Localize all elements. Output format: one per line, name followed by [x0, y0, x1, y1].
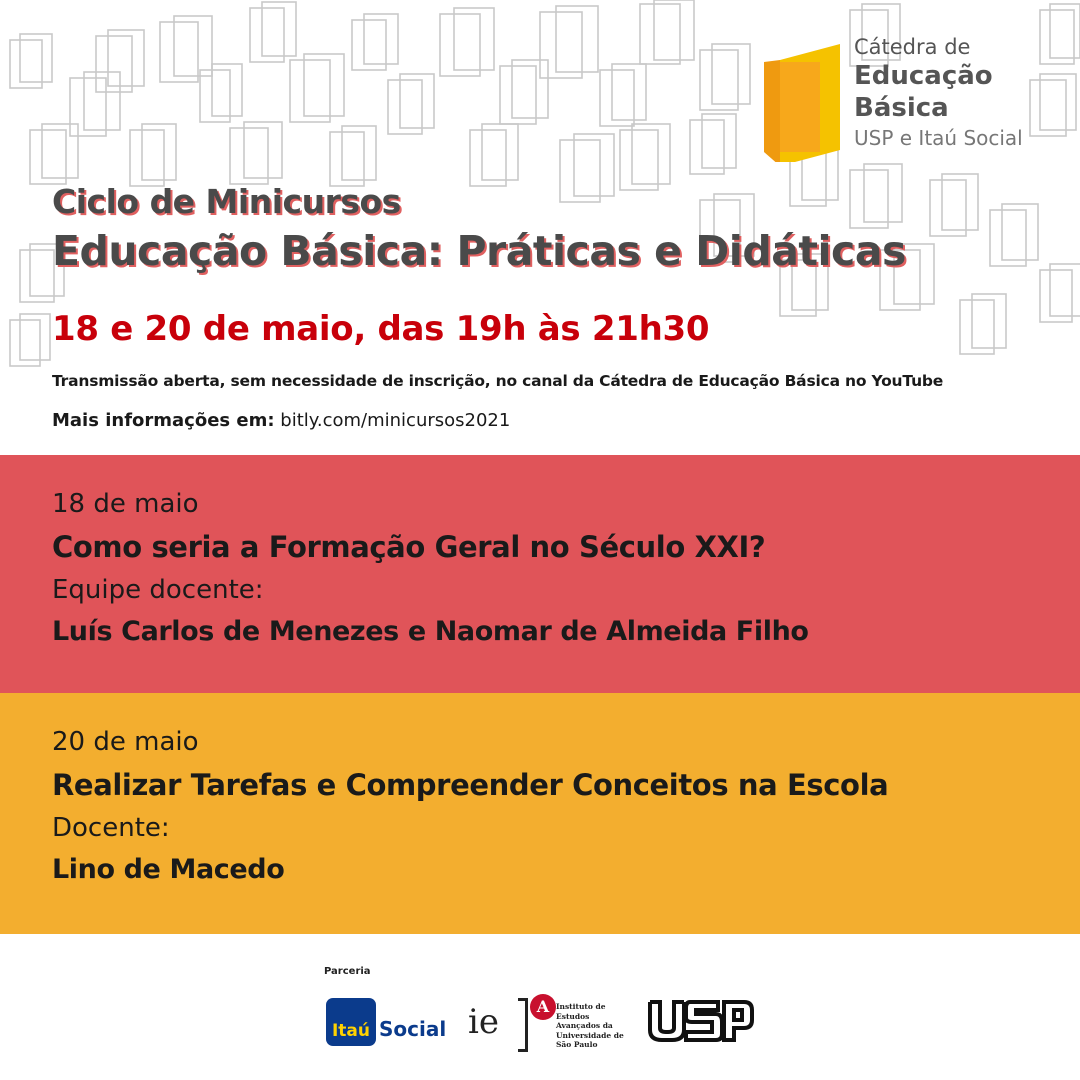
series-title: Ciclo de Minicursos	[52, 182, 401, 221]
catedra-logo	[762, 32, 1052, 172]
session-course-title: Realizar Tarefas e Compreender Conceitos na Escola	[52, 768, 889, 802]
session-team: Lino de Macedo	[52, 854, 285, 885]
cube-shape	[10, 34, 52, 88]
logo-line-educacao: Educação	[854, 61, 993, 91]
cube-shape	[160, 16, 212, 82]
transmission-note: Transmissão aberta, sem necessidade de inscrição, no canal da Cátedra de Educação Básica no YouTube	[52, 372, 944, 390]
cube-shape	[990, 204, 1038, 266]
cube-shape	[250, 2, 296, 62]
cube-shape	[690, 114, 736, 174]
cube-shape	[200, 64, 242, 122]
cube-shape	[470, 124, 518, 186]
event-title: Educação Básica: Práticas e Didáticas	[52, 227, 906, 275]
session-team: Luís Carlos de Menezes e Naomar de Almeida Filho	[52, 616, 809, 647]
cube-shape	[10, 314, 50, 366]
iea-ie-text: ie	[468, 1002, 499, 1042]
cube-shape	[930, 174, 978, 236]
more-info	[52, 410, 510, 431]
itau-social-text: Social	[379, 1017, 447, 1041]
more-info-label: Mais informações em:	[52, 410, 275, 431]
partner-label: Parceria	[324, 966, 371, 977]
iea-bracket-icon	[518, 998, 528, 1052]
cube-shape	[352, 14, 398, 70]
session-date: 18 de maio	[52, 489, 199, 519]
cube-shape	[960, 294, 1006, 354]
catedra-logo-text	[854, 34, 1023, 152]
itau-social-logo	[326, 998, 447, 1046]
session-date: 20 de maio	[52, 727, 199, 757]
session-team-label: Equipe docente:	[52, 575, 264, 605]
cube-shape	[230, 122, 282, 184]
session-band-2	[0, 693, 1080, 934]
logo-line-basica: Básica	[854, 93, 949, 123]
event-dates: 18 e 20 de maio, das 19h às 21h30	[52, 309, 710, 349]
event-header	[52, 180, 906, 278]
cube-shape	[700, 44, 750, 110]
cube-shape	[600, 64, 646, 126]
cube-shape	[290, 54, 344, 122]
iea-a-badge: A	[530, 994, 556, 1020]
cube-shape	[440, 8, 494, 76]
cube-shape	[330, 126, 376, 186]
session-team-label: Docente:	[52, 813, 170, 843]
cube-shape	[30, 124, 78, 184]
iea-usp-logo	[468, 992, 628, 1062]
usp-logo	[646, 998, 756, 1044]
itau-box	[326, 998, 376, 1046]
cube-shape	[130, 124, 176, 186]
cube-shape	[1040, 264, 1080, 322]
itau-box-text: Itaú	[331, 1021, 371, 1041]
cube-shape	[388, 74, 434, 134]
cube-shape	[640, 0, 694, 64]
more-info-link[interactable]: bitly.com/minicursos2021	[280, 410, 511, 431]
logo-line-usp-itau: USP e Itaú Social	[854, 126, 1023, 150]
catedra-logo-mark-icon	[762, 40, 844, 162]
session-course-title: Como seria a Formação Geral no Século XXI?	[52, 530, 766, 564]
session-band-1	[0, 455, 1080, 693]
partners-footer	[0, 934, 1080, 1080]
iea-institute-name: Instituto de Estudos Avançados da Universidade de São Paulo	[556, 1002, 624, 1049]
logo-line-catedra: Cátedra de	[854, 35, 971, 59]
